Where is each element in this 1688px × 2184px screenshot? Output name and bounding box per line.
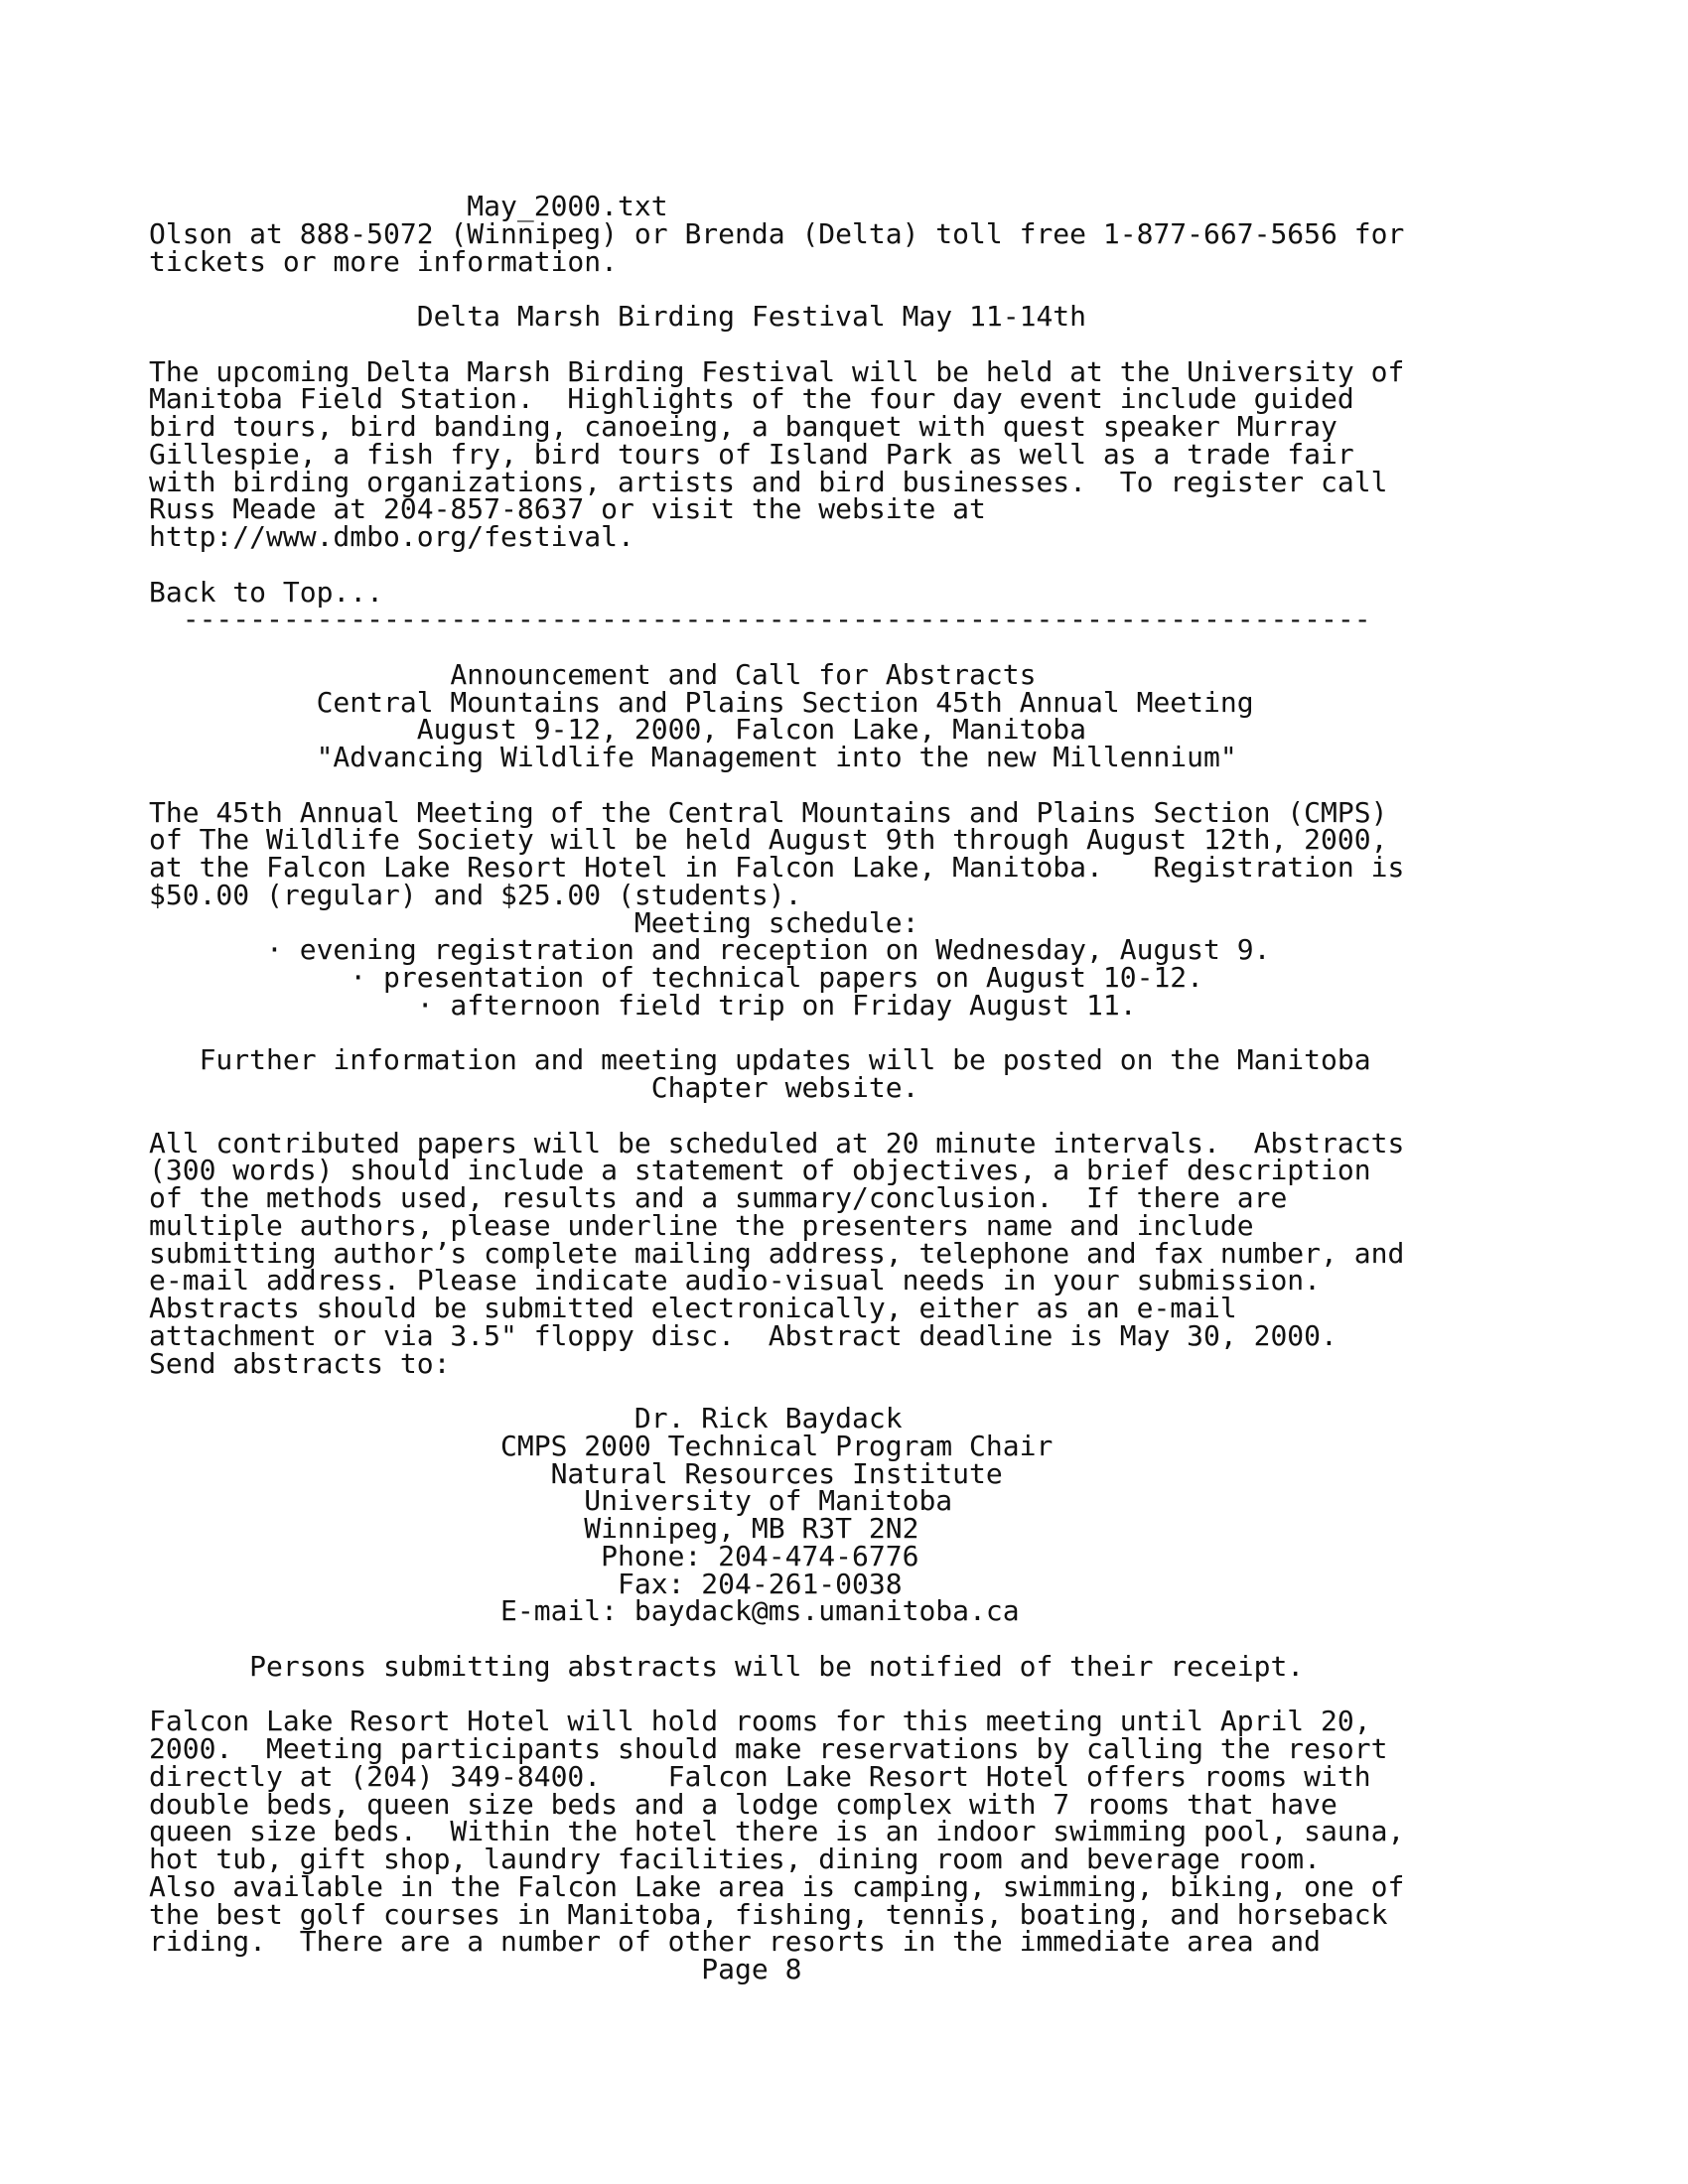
text-line: $50.00 (regular) and $25.00 (students). — [149, 878, 802, 911]
text-line — [149, 551, 1400, 579]
text-line: the best golf courses in Manitoba, fishing, tennis, boating, and horseback — [149, 1897, 1388, 1931]
text-line: · afternoon field trip on Friday August 11. — [149, 988, 1137, 1022]
text-line: Winnipeg, MB R3T 2N2 — [149, 1512, 919, 1545]
text-line: Gillespie, a fish fry, bird tours of Island Park as well as a trade fair — [149, 437, 1354, 471]
text-line: The 45th Annual Meeting of the Central Mountains and Plains Section (CMPS) — [149, 795, 1388, 829]
text-line: http://www.dmbo.org/festival. — [149, 520, 634, 553]
text-line: Dr. Rick Baydack — [149, 1402, 903, 1434]
text-line: Central Mountains and Plains Section 45th Annual Meeting — [149, 685, 1254, 719]
text-line — [149, 1102, 1400, 1130]
text-line: E-mail: baydack@ms.umanitoba.ca — [149, 1594, 1020, 1628]
text-line: Manitoba Field Station. Highlights of the four day event include guided — [149, 382, 1354, 416]
text-line: August 9-12, 2000, Falcon Lake, Manitoba — [149, 713, 1087, 747]
file-name-header: May_2000.txt — [149, 190, 668, 222]
text-line: attachment or via 3.5" floppy disc. Abstract deadline is May 30, 2000. — [149, 1318, 1337, 1352]
text-line: Further information and meeting updates will be posted on the Manitoba — [149, 1043, 1371, 1077]
text-line — [149, 633, 1400, 661]
text-line: submitting author’s complete mailing address, telephone and fax number, and — [149, 1236, 1405, 1270]
text-line: Delta Marsh Birding Festival May 11-14th — [149, 300, 1087, 333]
text-line: of the methods used, results and a summary/conclusion. If there are — [149, 1181, 1288, 1214]
text-line: Russ Meade at 204-857-8637 or visit the website at — [149, 492, 986, 526]
text-line: · evening registration and reception on Wednesday, August 9. — [149, 933, 1271, 967]
text-line: Back to Top... — [149, 575, 384, 609]
text-line — [149, 1020, 1400, 1047]
text-line: riding. There are a number of other resorts in the immediate area and — [149, 1925, 1322, 1959]
text-line: hot tub, gift shop, laundry facilities, dining room and beverage room. — [149, 1843, 1322, 1875]
text-line: Falcon Lake Resort Hotel will hold rooms for this meeting until April 20, — [149, 1705, 1371, 1738]
text-line — [149, 1681, 1400, 1708]
text-line: tickets or more information. — [149, 244, 619, 278]
text-line: with birding organizations, artists and bird businesses. To register call — [149, 465, 1388, 498]
text-line: "Advancing Wildlife Management into the new Millennium" — [149, 741, 1237, 773]
text-line: Natural Resources Institute — [149, 1456, 1003, 1490]
text-line: Abstracts should be submitted electronically, either as an e-mail — [149, 1292, 1237, 1324]
text-line: Chapter website. — [149, 1071, 919, 1104]
text-line: CMPS 2000 Technical Program Chair — [149, 1429, 1054, 1462]
text-line: at the Falcon Lake Resort Hotel in Falcon Lake, Manitoba. Registration is — [149, 851, 1405, 884]
text-line: queen size beds. Within the hotel there is an indoor swimming pool, sauna, — [149, 1815, 1405, 1848]
text-line: Olson at 888-5072 (Winnipeg) or Brenda (Delta) toll free 1-877-667-5656 for — [149, 216, 1405, 250]
text-line: bird tours, bird banding, canoeing, a banquet with quest speaker Murray — [149, 410, 1337, 443]
text-line: multiple authors, please underline the presenters name and include — [149, 1208, 1254, 1242]
text-line — [149, 771, 1400, 799]
text-line: University of Manitoba — [149, 1484, 953, 1518]
text-line: Also available in the Falcon Lake area is camping, swimming, biking, one of — [149, 1869, 1405, 1903]
text-line: Send abstracts to: — [149, 1346, 451, 1380]
text-line: 2000. Meeting participants should make reservations by calling the resort — [149, 1732, 1388, 1765]
document-text — [149, 190, 1405, 1985]
text-line — [149, 1377, 1400, 1405]
text-line: · presentation of technical papers on August 10-12. — [149, 961, 1204, 994]
text-line: Fax: 204-261-0038 — [149, 1567, 903, 1600]
text-line — [149, 1625, 1400, 1653]
text-line: Announcement and Call for Abstracts — [149, 657, 1037, 691]
text-line: double beds, queen size beds and a lodge complex with 7 rooms that have — [149, 1787, 1337, 1821]
page-number: Page 8 — [149, 1953, 802, 1985]
text-line: All contributed papers will be scheduled at 20 minute intervals. Abstracts — [149, 1126, 1405, 1160]
text-line: Phone: 204-474-6776 — [149, 1539, 919, 1572]
text-line: (300 words) should include a statement of objectives, a brief description — [149, 1154, 1371, 1187]
text-line: of The Wildlife Society will be held August 9th through August 12th, 2000, — [149, 823, 1388, 857]
text-line: directly at (204) 349-8400. Falcon Lake Resort Hotel offers rooms with — [149, 1759, 1371, 1793]
text-line: Persons submitting abstracts will be notified of their receipt. — [149, 1649, 1305, 1683]
text-line: Meeting schedule: — [149, 905, 919, 939]
text-line: e-mail address. Please indicate audio-visual needs in your submission. — [149, 1264, 1322, 1297]
text-line — [149, 275, 1400, 303]
text-line — [149, 331, 1400, 358]
text-line: The upcoming Delta Marsh Birding Festival will be held at the University of — [149, 354, 1405, 388]
text-line: ----------------------------------------------------------------------- — [149, 603, 1371, 636]
